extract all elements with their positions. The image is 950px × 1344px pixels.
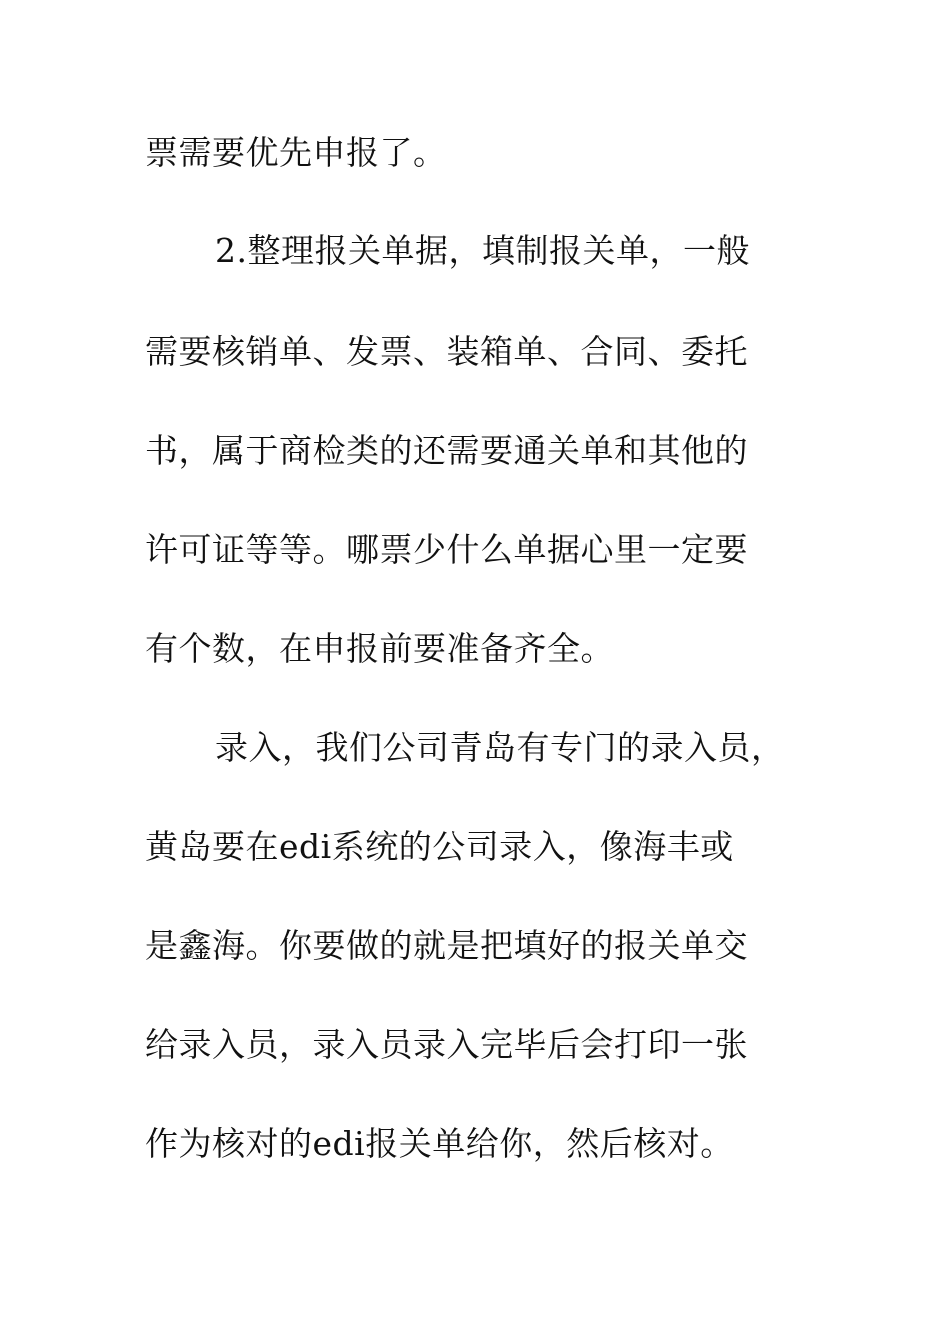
text-line-6: 有个数，在申报前要准备齐全。 [145, 629, 614, 668]
text-line-10: 给录入员，录入员录入完毕后会打印一张 [145, 1025, 748, 1064]
text-line-2: 2.整理报关单据，填制报关单，一般 [215, 231, 750, 270]
text-line-7: 录入，我们公司青岛有专门的录入员， [215, 728, 785, 767]
text-line-9: 是鑫海。你要做的就是把填好的报关单交 [145, 926, 748, 965]
text-line-3: 需要核销单、发票、装箱单、合同、委托 [145, 332, 748, 371]
text-line-11: 作为核对的edi报关单给你，然后核对。 [145, 1124, 734, 1163]
text-line-4: 书，属于商检类的还需要通关单和其他的 [145, 431, 748, 470]
text-line-5: 许可证等等。哪票少什么单据心里一定要 [145, 530, 748, 569]
text-line-1: 票需要优先申报了。 [145, 133, 447, 172]
text-line-8: 黄岛要在edi系统的公司录入，像海丰或 [145, 827, 734, 866]
